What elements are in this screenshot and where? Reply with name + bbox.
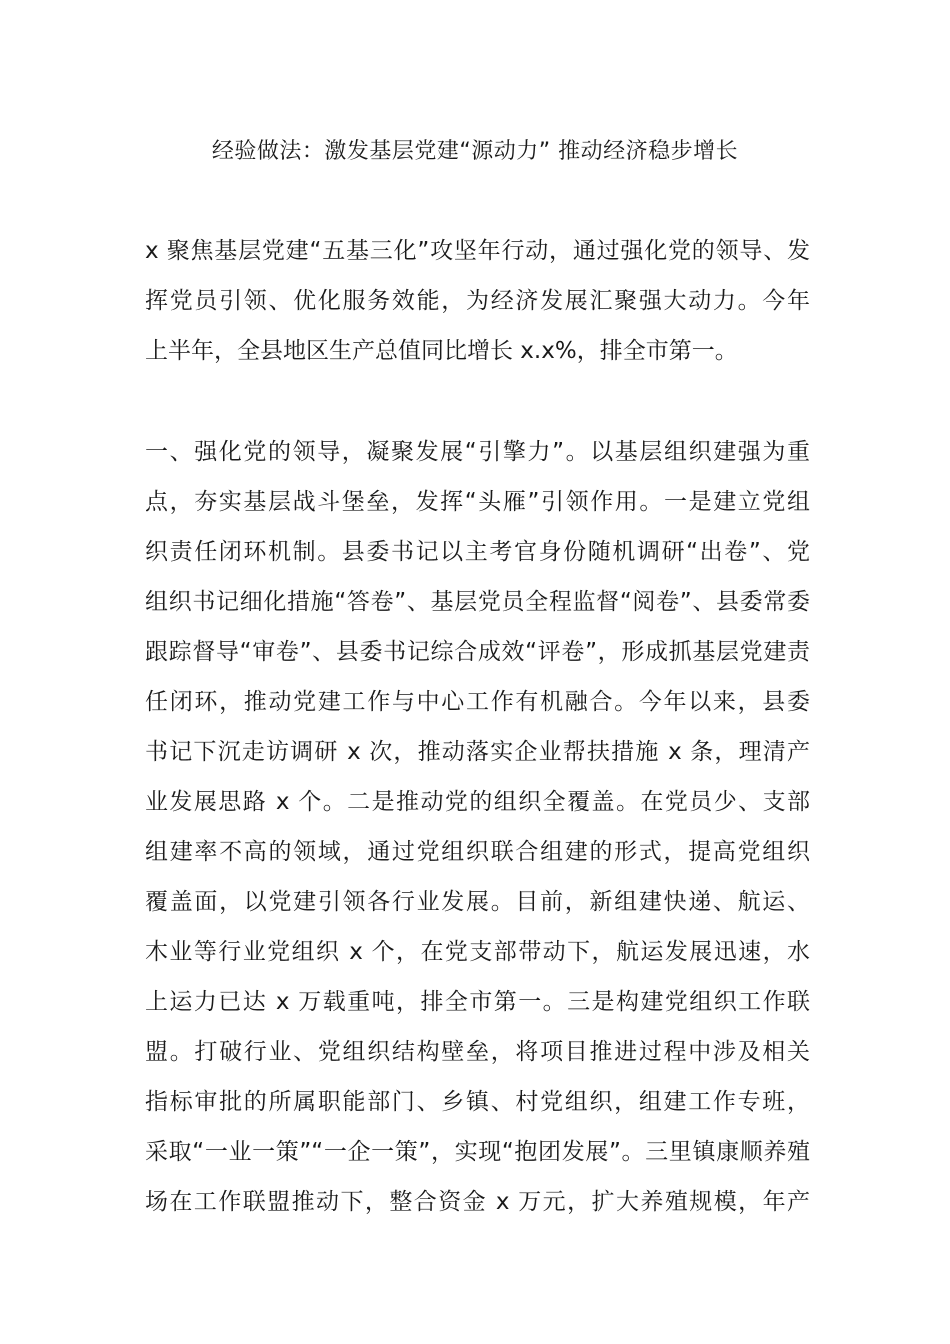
paragraph-line: 挥党员引领、优化服务效能，为经济发展汇聚强大动力。今年	[145, 288, 810, 314]
paragraph-line: 组织书记细化措施“答卷”、基层党员全程监督“阅卷”、县委常委	[145, 589, 810, 615]
document-title: 经验做法：激发基层党建“源动力” 推动经济稳步增长	[211, 139, 739, 164]
paragraph-line: 任闭环，推动党建工作与中心工作有机融合。今年以来，县委	[145, 689, 810, 715]
paragraph-line: 跟踪督导“审卷”、县委书记综合成效“评卷”，形成抓基层党建责	[145, 639, 810, 665]
paragraph-line: 指标审批的所属职能部门、乡镇、村党组织，组建工作专班，	[145, 1089, 810, 1115]
paragraph-line: 织责任闭环机制。县委书记以主考官身份随机调研“出卷”、党	[145, 539, 810, 565]
paragraph-line: 木业等行业党组织 x 个，在党支部带动下，航运发展迅速，水	[145, 939, 810, 965]
paragraph-line: 场在工作联盟推动下，整合资金 x 万元，扩大养殖规模，年产	[145, 1189, 810, 1215]
paragraph-line: x 聚焦基层党建“五基三化”攻坚年行动，通过强化党的领导、发	[145, 238, 810, 264]
paragraph-line: 组建率不高的领域，通过党组织联合组建的形式，提高党组织	[145, 839, 810, 865]
paragraph-line: 业发展思路 x 个。二是推动党的组织全覆盖。在党员少、支部	[145, 789, 810, 815]
paragraph-line: 盟。打破行业、党组织结构壁垒，将项目推进过程中涉及相关	[145, 1039, 810, 1065]
paragraph-line: 采取“一业一策”“一企一策”，实现“抱团发展”。三里镇康顺养殖	[145, 1139, 810, 1165]
paragraph-line: 书记下沉走访调研 x 次，推动落实企业帮扶措施 x 条，理清产	[145, 739, 810, 765]
intro-paragraph	[145, 226, 810, 376]
paragraph-line: 上半年，全县地区生产总值同比增长 x.x%，排全市第一。	[145, 338, 738, 364]
paragraph-line: 上运力已达 x 万载重吨，排全市第一。三是构建党组织工作联	[145, 989, 810, 1015]
section-one-paragraph	[145, 427, 810, 1227]
paragraph-line: 点，夯实基层战斗堡垒，发挥“头雁”引领作用。一是建立党组	[145, 489, 810, 515]
paragraph-line: 一、强化党的领导，凝聚发展“引擎力”。以基层组织建强为重	[145, 439, 810, 465]
paragraph-line: 覆盖面，以党建引领各行业发展。目前，新组建快递、航运、	[145, 889, 810, 915]
